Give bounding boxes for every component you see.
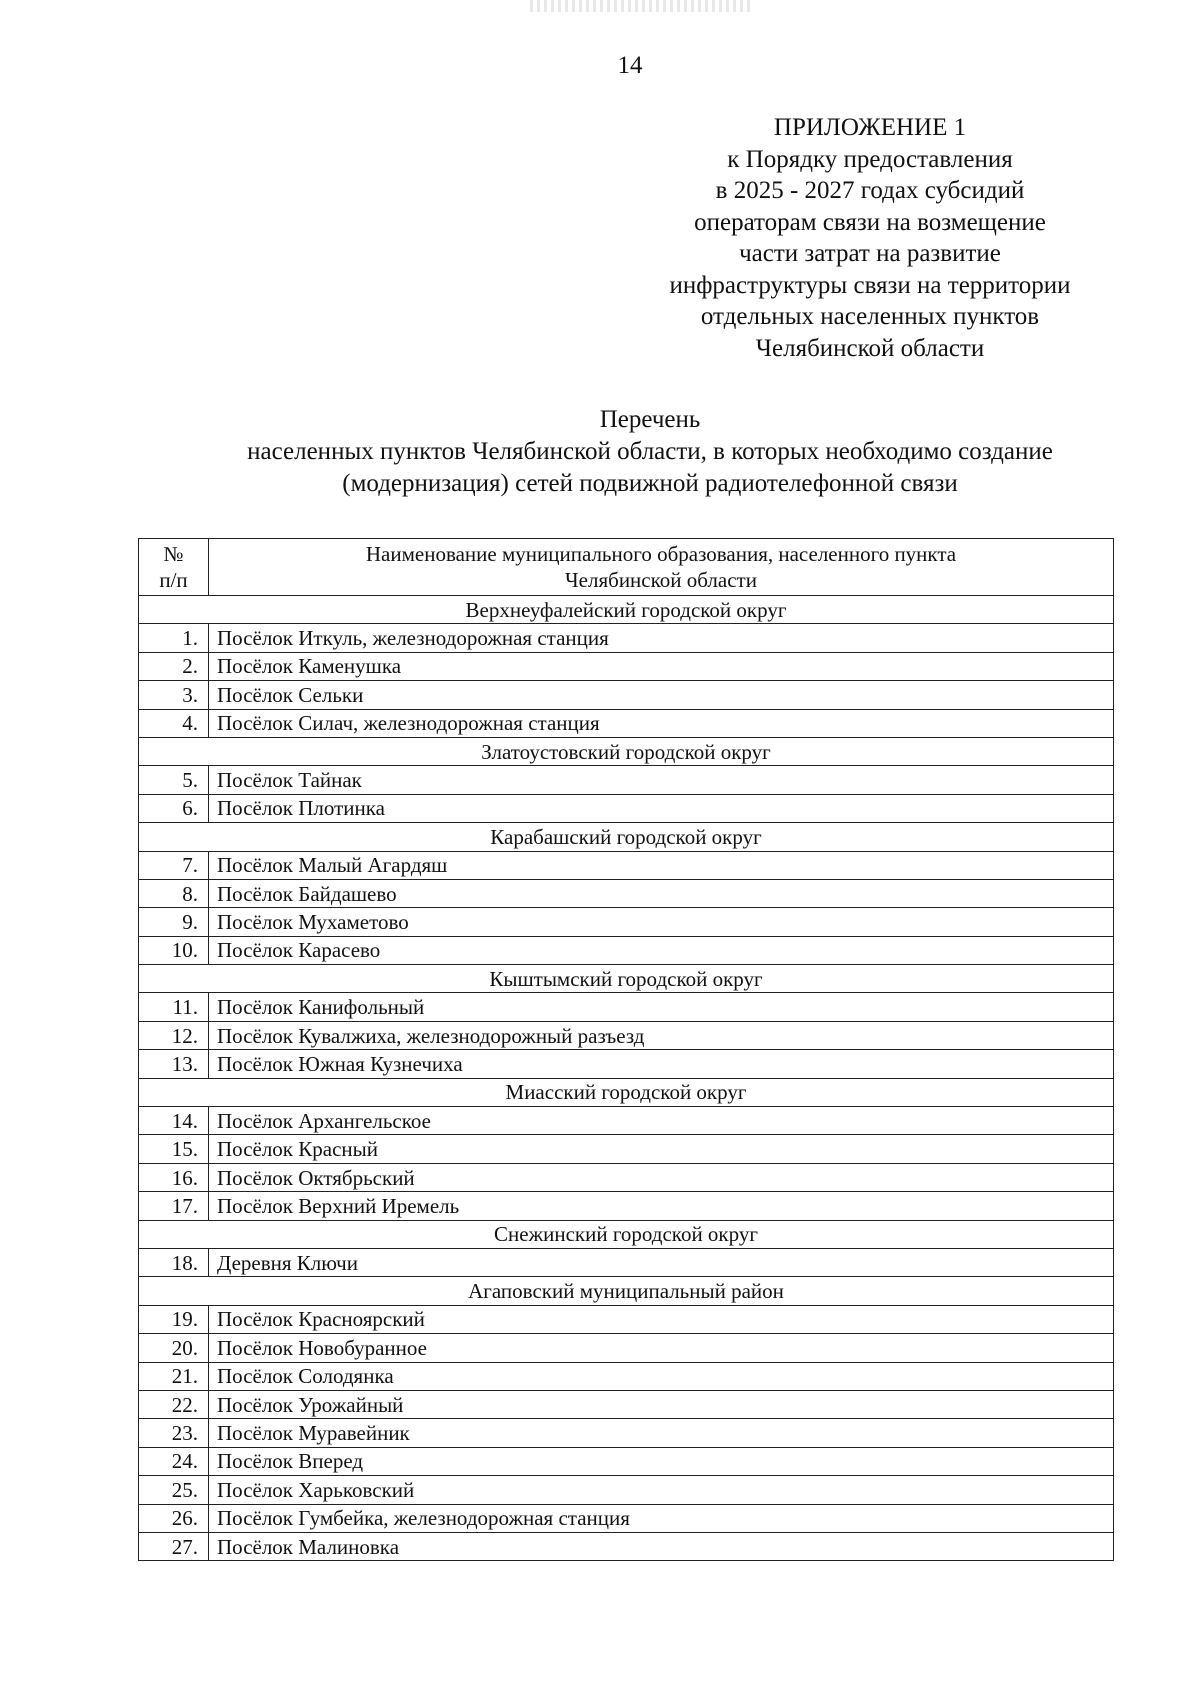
settlement-name: Посёлок Силач, железнодорожная станция <box>209 709 1114 737</box>
table-row <box>139 993 1114 1021</box>
list-title <box>150 404 1150 500</box>
row-number: 25. <box>139 1476 209 1504</box>
table-row <box>139 1305 1114 1333</box>
settlement-name: Посёлок Харьковский <box>209 1476 1114 1504</box>
group-title: Кыштымский городской округ <box>139 965 1114 993</box>
appendix-line: к Порядку предоставления <box>727 145 1013 173</box>
table-row <box>139 1135 1114 1163</box>
group-title: Верхнеуфалейский городской округ <box>139 596 1114 624</box>
table-row <box>139 1021 1114 1049</box>
table-header-row <box>139 539 1114 596</box>
row-number: 21. <box>139 1362 209 1390</box>
appendix-header <box>640 112 1100 364</box>
settlement-name: Посёлок Иткуль, железнодорожная станция <box>209 624 1114 652</box>
table-row <box>139 652 1114 680</box>
table-row <box>139 1334 1114 1362</box>
row-number: 10. <box>139 936 209 964</box>
group-row <box>139 965 1114 993</box>
row-number: 13. <box>139 1050 209 1078</box>
appendix-line: инфраструктуры связи на территории <box>669 271 1071 299</box>
list-title-heading: Перечень <box>599 406 701 433</box>
appendix-line: в 2025 - 2027 годах субсидий <box>715 177 1025 204</box>
settlement-name: Посёлок Мухаметово <box>209 908 1114 936</box>
row-number: 4. <box>139 709 209 737</box>
table-row <box>139 766 1114 794</box>
table-row <box>139 624 1114 652</box>
settlement-name: Посёлок Солодянка <box>209 1362 1114 1390</box>
header-name-line1: Наименование муниципального образования, населенного пункта <box>365 542 957 566</box>
settlement-name: Посёлок Урожайный <box>209 1390 1114 1418</box>
settlement-name: Посёлок Гумбейка, железнодорожная станция <box>209 1504 1114 1532</box>
table-row <box>139 1532 1114 1560</box>
table-row <box>139 794 1114 822</box>
group-title: Агаповский муниципальный район <box>139 1277 1114 1305</box>
group-title: Снежинский городской округ <box>139 1220 1114 1248</box>
group-title: Миасский городской округ <box>139 1078 1114 1106</box>
row-number: 24. <box>139 1447 209 1475</box>
table-row <box>139 1163 1114 1191</box>
row-number: 11. <box>139 993 209 1021</box>
group-row <box>139 737 1114 765</box>
table-row <box>139 1107 1114 1135</box>
settlement-name: Посёлок Малый Агардяш <box>209 851 1114 879</box>
table-row <box>139 879 1114 907</box>
settlement-name: Посёлок Каменушка <box>209 652 1114 680</box>
settlement-name: Посёлок Красный <box>209 1135 1114 1163</box>
row-number: 12. <box>139 1021 209 1049</box>
row-number: 17. <box>139 1192 209 1220</box>
table-row <box>139 681 1114 709</box>
table-row <box>139 1390 1114 1418</box>
group-title: Карабашский городской округ <box>139 823 1114 851</box>
page-number: 14 <box>617 52 643 79</box>
group-title: Златоустовский городской округ <box>139 737 1114 765</box>
settlement-name: Посёлок Кувалжиха, железнодорожный разъезд <box>209 1021 1114 1049</box>
table-row <box>139 1248 1114 1276</box>
settlement-name: Посёлок Тайнак <box>209 766 1114 794</box>
settlement-name: Посёлок Плотинка <box>209 794 1114 822</box>
row-number: 5. <box>139 766 209 794</box>
settlement-name: Деревня Ключи <box>209 1248 1114 1276</box>
group-row <box>139 1277 1114 1305</box>
settlement-name: Посёлок Байдашево <box>209 879 1114 907</box>
list-title-line: населенных пунктов Челябинской области, в которых необходимо создание <box>247 438 1053 465</box>
row-number: 22. <box>139 1390 209 1418</box>
table-row <box>139 1362 1114 1390</box>
group-row <box>139 823 1114 851</box>
settlement-name: Посёлок Сельки <box>209 681 1114 709</box>
group-row <box>139 596 1114 624</box>
table-row <box>139 908 1114 936</box>
row-number: 19. <box>139 1305 209 1333</box>
settlement-name: Посёлок Красноярский <box>209 1305 1114 1333</box>
header-name-cell <box>209 539 1114 596</box>
table-row <box>139 1447 1114 1475</box>
settlement-name: Посёлок Новобуранное <box>209 1334 1114 1362</box>
table-row <box>139 851 1114 879</box>
settlement-name: Посёлок Вперед <box>209 1447 1114 1475</box>
group-row <box>139 1220 1114 1248</box>
settlements-table <box>138 538 1114 1561</box>
table-row <box>139 1419 1114 1447</box>
settlement-name: Посёлок Канифольный <box>209 993 1114 1021</box>
table-row <box>139 1192 1114 1220</box>
row-number: 3. <box>139 681 209 709</box>
row-number: 7. <box>139 851 209 879</box>
row-number: 1. <box>139 624 209 652</box>
settlement-name: Посёлок Карасево <box>209 936 1114 964</box>
appendix-title: ПРИЛОЖЕНИЕ 1 <box>773 114 967 141</box>
row-number: 27. <box>139 1532 209 1560</box>
settlement-name: Посёлок Южная Кузнечиха <box>209 1050 1114 1078</box>
row-number: 6. <box>139 794 209 822</box>
row-number: 18. <box>139 1248 209 1276</box>
header-number-line2: п/п <box>159 568 188 592</box>
appendix-line: Челябинской области <box>755 334 985 362</box>
row-number: 2. <box>139 652 209 680</box>
settlement-name: Посёлок Муравейник <box>209 1419 1114 1447</box>
row-number: 20. <box>139 1334 209 1362</box>
table-row <box>139 1504 1114 1532</box>
header-name-line2: Челябинской области <box>565 568 757 592</box>
appendix-line: части затрат на развитие <box>739 240 1001 267</box>
table-body <box>139 596 1114 1561</box>
appendix-line: операторам связи на возмещение <box>694 208 1046 236</box>
header-number-line1: № <box>163 542 184 566</box>
row-number: 23. <box>139 1419 209 1447</box>
table-row <box>139 1050 1114 1078</box>
settlement-name: Посёлок Верхний Иремель <box>209 1192 1114 1220</box>
table-row <box>139 1476 1114 1504</box>
table-row <box>139 936 1114 964</box>
settlement-name: Посёлок Архангельское <box>209 1107 1114 1135</box>
row-number: 15. <box>139 1135 209 1163</box>
appendix-line: отдельных населенных пунктов <box>700 303 1040 330</box>
row-number: 8. <box>139 879 209 907</box>
header-number-cell <box>139 539 209 596</box>
settlement-name: Посёлок Октябрьский <box>209 1163 1114 1191</box>
scan-artifact <box>530 0 750 12</box>
row-number: 26. <box>139 1504 209 1532</box>
row-number: 14. <box>139 1107 209 1135</box>
list-title-line: (модернизация) сетей подвижной радиотелефонной связи <box>342 470 958 497</box>
row-number: 9. <box>139 908 209 936</box>
row-number: 16. <box>139 1163 209 1191</box>
settlement-name: Посёлок Малиновка <box>209 1532 1114 1560</box>
table-row <box>139 709 1114 737</box>
group-row <box>139 1078 1114 1106</box>
